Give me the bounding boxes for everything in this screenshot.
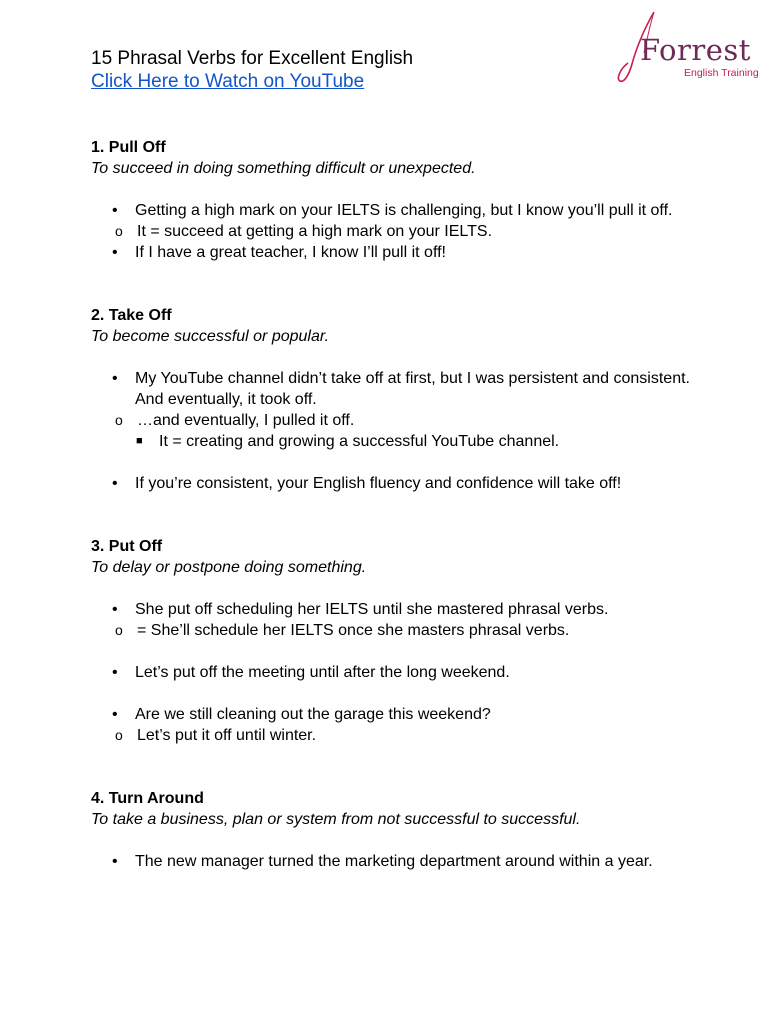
example-list <box>91 851 691 872</box>
sub-list-item <box>47 410 691 431</box>
bullet-icon: • <box>112 601 118 618</box>
section-definition: To succeed in doing something difficult or unexpected. <box>91 160 476 177</box>
square-bullet-icon: ■ <box>136 435 143 447</box>
example-list <box>91 599 691 746</box>
sub-example-text: It = succeed at getting a high mark on your IELTS. <box>137 223 493 240</box>
example-list <box>91 200 691 263</box>
sub-list-item <box>47 620 691 641</box>
list-item <box>91 599 691 620</box>
youtube-link[interactable]: Click Here to Watch on YouTube <box>91 71 365 92</box>
example-text: Getting a high mark on your IELTS is challenging, but I know you’ll pull it off. <box>135 202 673 219</box>
bullet-icon: • <box>112 853 118 870</box>
circle-bullet-icon: o <box>115 223 123 239</box>
section-definition: To delay or postpone doing something. <box>91 559 367 576</box>
section-heading: 3. Put Off <box>91 538 163 555</box>
section-heading: 4. Turn Around <box>91 790 204 807</box>
forrest-logo <box>614 9 764 87</box>
section-heading: 1. Pull Off <box>91 139 166 156</box>
sub-example-text: …and eventually, I pulled it off. <box>137 412 355 429</box>
spacer <box>91 641 691 662</box>
logo-wordmark: Forrest <box>640 33 751 67</box>
bullet-icon: • <box>112 202 118 219</box>
example-list <box>91 368 691 494</box>
sub-example-text: = She’ll schedule her IELTS once she masters phrasal verbs. <box>137 622 570 639</box>
example-text: Are we still cleaning out the garage this weekend? <box>135 706 491 723</box>
sub-example-text: Let’s put it off until winter. <box>137 727 317 744</box>
bullet-icon: • <box>112 664 118 681</box>
list-item <box>91 368 691 410</box>
circle-bullet-icon: o <box>115 622 123 638</box>
section-turn-around <box>91 788 691 872</box>
example-text: My YouTube channel didn’t take off at first, but I was persistent and consistent. And eventually, it took off. <box>135 370 690 408</box>
bullet-icon: • <box>112 370 118 387</box>
spacer <box>91 683 691 704</box>
list-item <box>91 473 691 494</box>
section-heading: 2. Take Off <box>91 307 172 324</box>
example-text: She put off scheduling her IELTS until she mastered phrasal verbs. <box>135 601 609 618</box>
circle-bullet-icon: o <box>115 727 123 743</box>
circle-bullet-icon: o <box>115 412 123 428</box>
document-header <box>91 47 591 93</box>
sub-sub-list-item <box>47 431 691 452</box>
section-pull-off <box>91 137 691 263</box>
spacer <box>91 452 691 473</box>
list-item <box>91 200 691 221</box>
list-item <box>91 242 691 263</box>
logo-subtitle: English Training <box>684 67 759 79</box>
example-text: Let’s put off the meeting until after the long weekend. <box>135 664 510 681</box>
section-put-off <box>91 536 691 746</box>
section-definition: To take a business, plan or system from not successful to successful. <box>91 811 581 828</box>
example-text: If I have a great teacher, I know I’ll pull it off! <box>135 244 446 261</box>
list-item <box>91 662 691 683</box>
list-item <box>91 851 691 872</box>
sub-sub-example-text: It = creating and growing a successful YouTube channel. <box>159 433 560 450</box>
list-item <box>91 704 691 725</box>
example-text: The new manager turned the marketing department around within a year. <box>135 853 653 870</box>
example-text: If you’re consistent, your English fluency and confidence will take off! <box>135 475 622 492</box>
document-body <box>91 137 691 872</box>
document-title: 15 Phrasal Verbs for Excellent English <box>91 48 414 69</box>
bullet-icon: • <box>112 706 118 723</box>
sub-list-item <box>47 221 691 242</box>
bullet-icon: • <box>112 475 118 492</box>
bullet-icon: • <box>112 244 118 261</box>
section-take-off <box>91 305 691 494</box>
sub-list-item <box>47 725 691 746</box>
section-definition: To become successful or popular. <box>91 328 330 345</box>
